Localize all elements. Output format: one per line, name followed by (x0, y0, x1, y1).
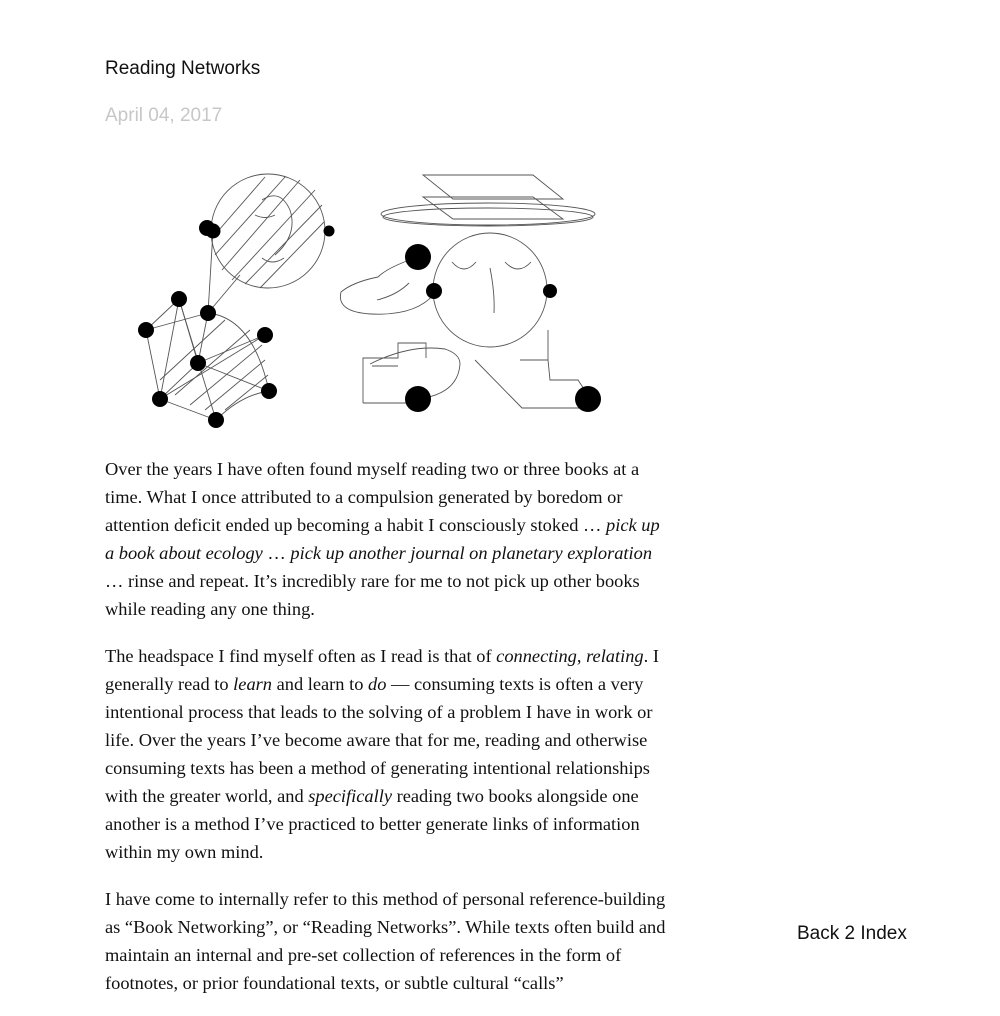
emphasis-text: connecting (496, 646, 577, 666)
text-run: and learn to (272, 674, 369, 694)
article-paragraph-1 (105, 455, 673, 623)
text-run: I have come to internally refer to this method of personal reference-building as “Book Networking”, or “Reading Networks”. While texts often build and maintain an internal and pre-set collection of references in the form of footnotes, or prior foundational texts, or subtle cultural “calls” (105, 889, 666, 993)
emphasis-text: do (368, 674, 387, 694)
text-run: … rinse and repeat. It’s incredibly rare for me to not pick up other books while reading any one thing. (105, 571, 640, 619)
text-run: , (576, 646, 587, 666)
article-body (105, 455, 673, 1016)
back-to-index-link[interactable]: Back 2 Index (797, 923, 907, 944)
emphasis-text: learn (233, 674, 272, 694)
article-paragraph-2 (105, 642, 673, 866)
text-run: Over the years I have often found myself reading two or three books at a time. What I once attributed to a compulsion generated by boredom or attention deficit ended up becoming a habit I consciously stoked … (105, 459, 640, 535)
text-run: — consuming texts is often a very intentional process that leads to the solving of a problem I have in work or life. Over the years I’ve become aware that for me, reading and otherwise consuming texts has been a method of generating intentional relationships with the greater world, and (105, 674, 653, 806)
reading-network-illustration (130, 165, 610, 435)
emphasis-text: relating (586, 646, 644, 666)
emphasis-text: pick up another journal on planetary exploration (290, 543, 653, 563)
text-run: … (262, 543, 291, 563)
emphasis-text: specifically (308, 786, 392, 806)
article-paragraph-3 (105, 885, 673, 997)
emphasis-text: pick up a book about ecology (105, 515, 660, 563)
post-title: Reading Networks (105, 58, 261, 79)
text-run: reading two books alongside one another is a method I’ve practiced to better generate links of information within my own mind. (105, 786, 640, 862)
post-date: April 04, 2017 (105, 105, 223, 126)
text-run: The headspace I find myself often as I read is that of (105, 646, 497, 666)
text-run: . I generally read to (105, 646, 659, 694)
